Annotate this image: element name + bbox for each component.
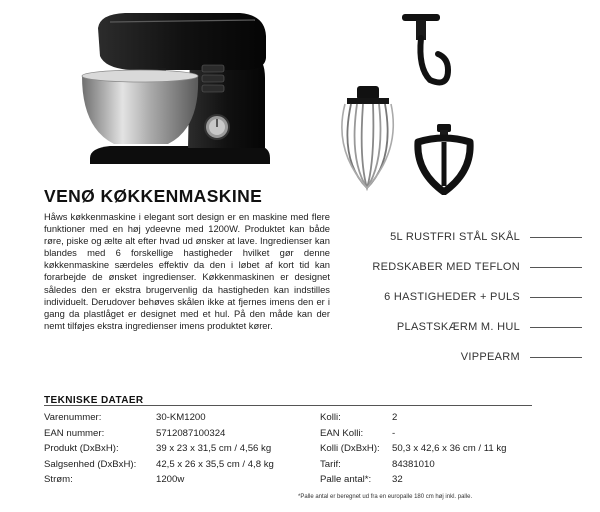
spec-label: Salgsenhed (DxBxH): [44, 458, 137, 470]
spec-label: EAN Kolli: [320, 427, 364, 439]
feature-label: REDSKABER MED TEFLON [372, 261, 520, 273]
spec-label: EAN nummer: [44, 427, 105, 439]
spec-value: 2 [392, 412, 398, 423]
spec-label: Strøm: [44, 474, 73, 486]
product-description: Håws køkkenmaskine i elegant sort design er en maskine med flere funktioner med en høj ydeevne med 1200W. Produktet kan både røre, piske og ælte alt efter hvad ud ønsker at lave. Ingredienser kan blandes med 6 forskellige hastigheder hvilket gør denne køkkenmaskine særdeles effektiv da den i løbet af kort tid kan forarbejde de ønsket ingredienser. Køkkenmaskinen er designet således den er ekstra brugervenlig da hastigheden kan indstilles individuelt. Derudover behøves skålen ikke at fjernes imens den er i gang da plastlåget er designet med et hul. På den måde kan der nemt tilføjes ekstra ingredienser imens produktet kører. [44, 211, 330, 331]
feature-label: 6 HASTIGHEDER + PULS [384, 291, 520, 303]
spec-label: Tarif: [320, 458, 341, 470]
feature-divider [530, 237, 582, 238]
spec-value: 42,5 x 26 x 35,5 cm / 4,8 kg [156, 458, 274, 470]
specs-left-column [44, 410, 274, 488]
spec-label: Produkt (DxBxH): [44, 443, 119, 455]
spec-row [320, 426, 506, 442]
feature-divider [530, 327, 582, 328]
spec-value: 5712087100324 [156, 427, 226, 439]
spec-label: Kolli (DxBxH): [320, 443, 380, 455]
feature-list [355, 222, 595, 372]
feature-item [355, 342, 595, 372]
feature-item [355, 252, 595, 282]
feature-label: 5L RUSTFRI STÅL SKÅL [390, 231, 520, 243]
spec-row [44, 441, 274, 457]
spec-row [320, 457, 506, 473]
spec-value: - [392, 427, 396, 439]
spec-value: 30-KM1200 [156, 412, 206, 423]
feature-divider [530, 267, 582, 268]
spec-row [44, 410, 274, 426]
spec-label: Varenummer: [44, 412, 102, 423]
feature-divider [530, 357, 582, 358]
page-title: VENØ KØKKENMASKINE [44, 186, 263, 206]
feature-item [355, 282, 595, 312]
spec-value: 84381010 [392, 458, 435, 470]
whisk-image [335, 80, 400, 195]
feature-item [355, 222, 595, 252]
spec-row [44, 457, 274, 473]
pallet-footnote: *Palle antal er beregnet ud fra en europalle 180 cm høj inkl. palle. [298, 494, 473, 500]
spec-row [320, 441, 506, 457]
spec-row [44, 426, 274, 442]
specs-title: TEKNISKE DATAER [44, 395, 144, 406]
dough-hook-image [390, 8, 460, 93]
feature-item [355, 312, 595, 342]
specs-right-column [320, 410, 506, 488]
spec-row [44, 472, 274, 488]
feature-divider [530, 297, 582, 298]
spec-row [320, 410, 506, 426]
spec-label: Kolli: [320, 412, 341, 423]
feature-label: VIPPEARM [460, 351, 520, 363]
specs-section-header [44, 390, 532, 406]
spec-row [320, 472, 506, 488]
spec-value: 39 x 23 x 31,5 cm / 4,56 kg [156, 443, 272, 455]
spec-label: Palle antal*: [320, 474, 372, 486]
flat-beater-image [410, 120, 478, 195]
feature-label: PLASTSKÆRM M. HUL [396, 321, 520, 333]
spec-value: 50,3 x 42,6 x 36 cm / 11 kg [392, 443, 507, 455]
spec-value: 1200w [156, 474, 185, 486]
spec-value: 32 [392, 474, 403, 486]
stand-mixer-image [70, 8, 275, 173]
